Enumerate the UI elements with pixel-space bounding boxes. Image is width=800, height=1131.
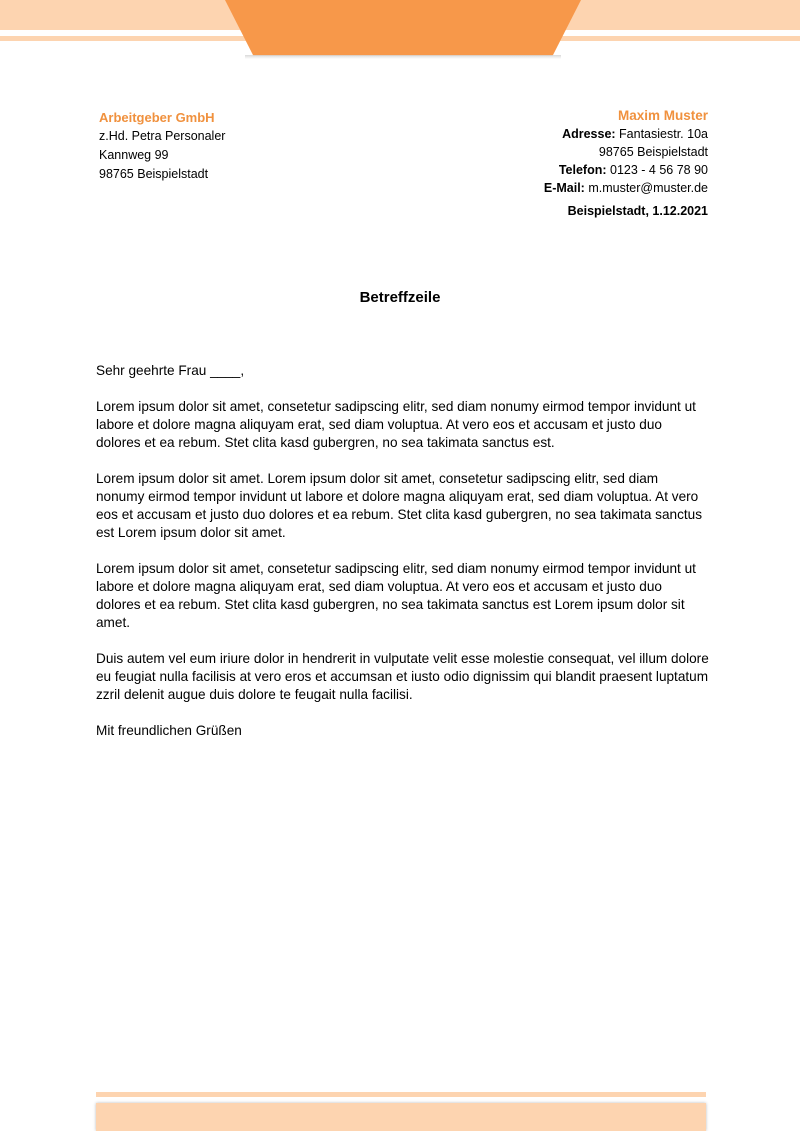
salutation: Sehr geehrte Frau ____, [96,363,245,378]
sender-email: m.muster@muster.de [588,181,708,195]
sender-name: Maxim Muster [617,108,708,123]
body-paragraph: Lorem ipsum dolor sit amet, consetetur sadipscing elitr, sed diam nonumy eirmod tempor invidunt ut labore et dolore magna aliquyam erat, sed diam voluptua. At vero eos et accusam et justo duo dolores et ea rebum. Stet clita kasd gubergren, no sea takimata sanctus est Lorem ipsum dolor sit amet. [96,561,696,630]
footer-box [96,1103,706,1131]
sender-city: 98765 Beispielstadt [598,145,708,159]
sender-phone: 0123 - 4 56 78 90 [610,163,708,177]
email-label: E-Mail: [543,181,585,195]
sender-email-line [544,179,708,197]
recipient-address [99,108,225,184]
sender-address-line [544,125,708,143]
address-label: Adresse: [562,127,616,141]
body-paragraph: Lorem ipsum dolor sit amet, consetetur sadipscing elitr, sed diam nonumy eirmod tempor invidunt ut labore et dolore magna aliquyam erat, sed diam voluptua. At vero eos et accusam et justo duo dolores et ea rebum. Stet clita kasd gubergren, no sea takimata sanctus est. [96,399,696,450]
body-paragraph: Duis autem vel eum iriure dolor in hendrerit in vulputate velit esse molestie consequat, vel illum dolore eu feugiat nulla facilisis at vero eros et accumsan et iusto odio dignissim qui blandit praesent luptatum zzril delenit augue duis dolore te feugait nulla facilisi. [96,651,709,702]
footer-line [96,1092,706,1097]
sender-block [544,106,708,197]
phone-label: Telefon: [558,163,607,177]
header-trapezoid [225,0,581,56]
letter-body [96,362,710,758]
recipient-street: Kannweg 99 [99,148,169,162]
body-paragraph: Lorem ipsum dolor sit amet. Lorem ipsum dolor sit amet, consetetur sadipscing elitr, sed diam nonumy eirmod tempor invidunt ut labore et dolore magna aliquyam erat, sed diam voluptua. At vero eos et accusam et justo duo dolores et ea rebum. Stet clita kasd gubergren, no sea takimata sanctus est Lorem ipsum dolor sit amet. [96,471,703,540]
header-trapezoid-shadow [245,55,561,59]
sender-phone-line [544,161,708,179]
subject-line: Betreffzeile [359,289,441,306]
closing: Mit freundlichen Grüßen [96,723,242,738]
recipient-company: Arbeitgeber GmbH [99,110,215,125]
recipient-attention: z.Hd. Petra Personaler [99,129,226,143]
sender-street: Fantasiestr. 10a [619,127,708,141]
recipient-city: 98765 Beispielstadt [99,167,209,181]
letter-date: Beispielstadt, 1.12.2021 [567,204,708,218]
